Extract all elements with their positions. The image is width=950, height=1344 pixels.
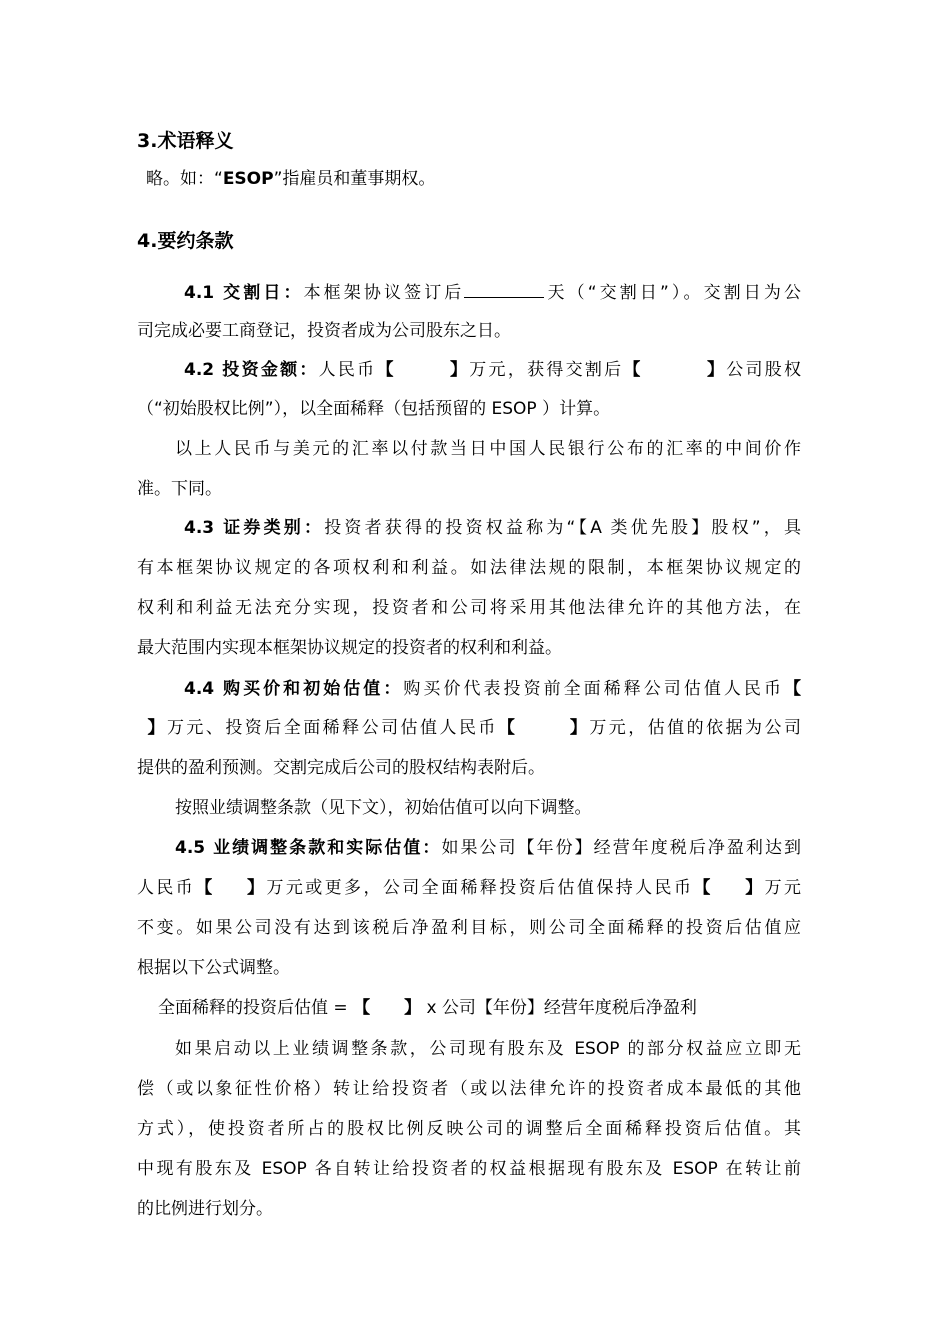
clause-4-3-line-2: 有本框架协议规定的各项权利和利益。如法律法规的限制，本框架协议规定的 <box>137 558 801 578</box>
clause-4-5-text-c: 万元 <box>764 878 801 898</box>
clause-4-2-text-a: 人民币 <box>318 360 377 380</box>
clause-4-3-text: 投资者获得的投资权益称为“【A 类优先股】股权”，具 <box>324 518 801 538</box>
clause-4-2-para-2-line-2: 准。下同。 <box>137 479 222 499</box>
formula-lhs: 全面稀释的投资后估值 = <box>158 998 354 1018</box>
section-3-text-post: ”指雇员和董事期权。 <box>273 169 436 189</box>
clause-4-4-label: 4.4 购买价和初始估值： <box>184 679 404 699</box>
clause-4-5-para-3-line-4: 中现有股东及 ESOP 各自转让给投资者的权益根据现有股东及 ESOP 在转让前 <box>137 1159 801 1179</box>
bracket-open: 【 <box>497 718 518 738</box>
esop-term: ESOP <box>222 169 274 189</box>
section-3-text <box>146 168 810 190</box>
bracket-close: 】 <box>742 878 765 898</box>
bracket-open: 【 <box>376 360 396 380</box>
clause-4-3-line-4: 最大范围内实现本框架协议规定的投资者的权利和利益。 <box>137 638 562 658</box>
bracket-close: 】 <box>567 718 590 738</box>
clause-4-5-para-3-line-2: 偿（或以象征性价格）转让给投资者（或以法律允许的投资者成本最低的其他 <box>137 1079 801 1099</box>
bracket-open: 【 <box>784 679 801 699</box>
clause-4-4-text-c: 万元，估值的依据为公司 <box>589 718 801 738</box>
clause-4-2-line-2: （“初始股权比例”），以全面稀释（包括预留的 ESOP ）计算。 <box>137 399 611 419</box>
clause-4-5-line-2 <box>137 877 801 899</box>
clause-4-5-text: 如果公司【年份】经营年度税后净盈利达到 <box>441 838 801 858</box>
clause-4-4-line-1 <box>184 678 801 700</box>
blank-days <box>464 281 544 298</box>
clause-4-5-text-b: 万元或更多，公司全面稀释投资后估值保持人民币 <box>266 878 694 898</box>
clause-4-1-line-2: 司完成必要工商登记，投资者成为公司股东之日。 <box>137 321 511 341</box>
section-4-heading: 4.要约条款 <box>137 230 234 252</box>
clause-4-1-text-a: 本框架协议签订后 <box>303 283 465 303</box>
bracket-close: 】 <box>145 718 167 738</box>
section-3-heading: 3.术语释义 <box>137 130 234 152</box>
clause-4-2-label: 4.2 投资金额： <box>184 360 319 380</box>
bracket-close: 】 <box>447 360 470 380</box>
bracket-close: 】 <box>704 360 727 380</box>
clause-4-4-text-b: 万元、投资后全面稀释公司估值人民币 <box>166 718 498 738</box>
bracket-close: 】 <box>404 998 422 1018</box>
clause-4-5-para-3-line-1: 如果启动以上业绩调整条款，公司现有股东及 ESOP 的部分权益应立即无 <box>175 1039 801 1059</box>
clause-4-5-para-3-line-3: 方式），使投资者所占的股权比例反映公司的调整后全面稀释投资后估值。其 <box>137 1119 801 1139</box>
bracket-open: 【 <box>195 878 215 898</box>
clause-4-4-line-3: 提供的盈利预测。交割完成后公司的股权结构表附后。 <box>137 758 545 778</box>
clause-4-3-line-1 <box>184 517 801 539</box>
section-3-text-pre: 略。如：“ <box>146 169 223 189</box>
bracket-open: 【 <box>353 998 371 1018</box>
clause-4-5-text-a: 人民币 <box>137 878 196 898</box>
clause-4-3-line-3: 权利和利益无法充分实现，投资者和公司将采用其他法律允许的其他方法，在 <box>137 598 801 618</box>
clause-4-4-para-2: 按照业绩调整条款（见下文），初始估值可以向下调整。 <box>175 798 592 818</box>
clause-4-2-para-2-line-1: 以上人民币与美元的汇率以付款当日中国人民银行公布的汇率的中间价作 <box>175 439 801 459</box>
formula-line <box>158 997 822 1019</box>
clause-4-2-text-b: 万元，获得交割后 <box>469 360 624 380</box>
bracket-open: 【 <box>693 878 713 898</box>
formula-rhs: x 公司【年份】经营年度税后净盈利 <box>421 998 697 1018</box>
clause-4-5-line-3: 不变。如果公司没有达到该税后净盈利目标，则公司全面稀释的投资后估值应 <box>137 918 801 938</box>
clause-4-1-text-b: 天（“交割日”）。交割日为公 <box>544 283 801 303</box>
clause-4-5-line-1 <box>175 837 801 859</box>
bracket-open: 【 <box>623 360 643 380</box>
bracket-close: 】 <box>244 878 267 898</box>
clause-4-2-text-c: 公司股权 <box>726 360 802 380</box>
clause-4-5-para-3-line-5: 的比例进行划分。 <box>137 1199 273 1219</box>
clause-4-1-line-1 <box>184 281 801 304</box>
clause-4-5-label: 4.5 业绩调整条款和实际估值： <box>175 838 442 858</box>
clause-4-5-line-4: 根据以下公式调整。 <box>137 958 290 978</box>
clause-4-4-text: 购买价代表投资前全面稀释公司估值人民币 <box>403 679 784 699</box>
clause-4-1-label: 4.1 交割日： <box>184 283 304 303</box>
clause-4-3-label: 4.3 证券类别： <box>184 518 325 538</box>
clause-4-2-line-1 <box>184 359 801 381</box>
clause-4-4-line-2 <box>137 717 801 739</box>
